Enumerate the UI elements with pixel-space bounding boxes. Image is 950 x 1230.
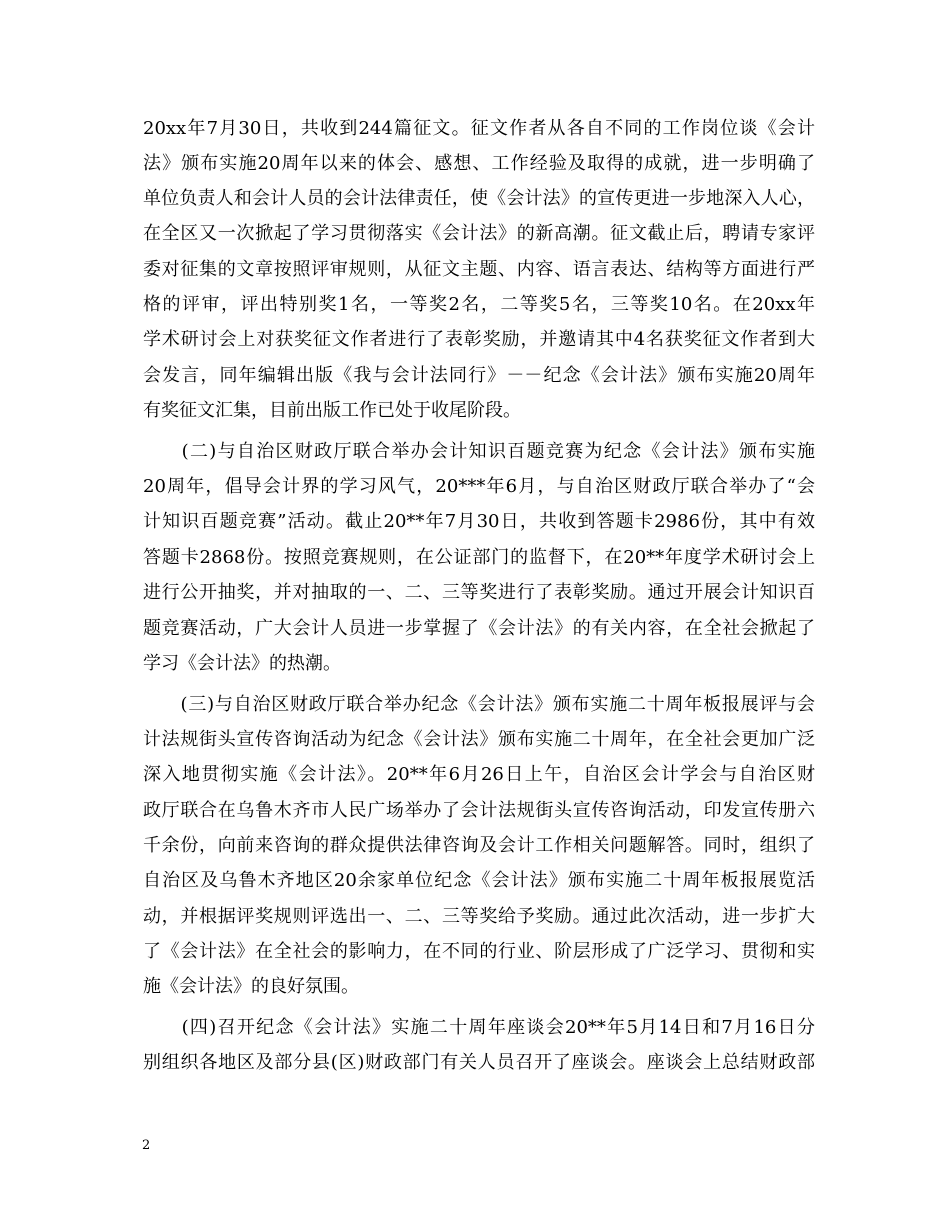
text-line: 法》颁布实施20周年以来的体会、感想、工作经验及取得的成就，进一步明确了 — [143, 153, 815, 174]
paragraph-last-line: 有奖征文汇集，目前出版工作已处于收尾阶段。 — [143, 400, 521, 421]
paragraph-heading-line: (二)与自治区财政厅联合举办会计知识百题竞赛为纪念《会计法》颁布实施 — [143, 441, 815, 462]
text-line: 了《会计法》在全社会的影响力，在不同的行业、阶层形成了广泛学习、贯彻和实 — [143, 941, 815, 962]
text-line: 计法规街头宣传咨询活动为纪念《会计法》颁布实施二十周年，在全社会更加广泛 — [143, 729, 815, 750]
text-line: 单位负责人和会计人员的会计法律责任，使《会计法》的宣传更进一步地深入人心， — [143, 188, 815, 209]
text-line: 深入地贯彻实施《会计法》。20**年6月26日上午，自治区会计学会与自治区财 — [143, 764, 815, 785]
text-line: 题竞赛活动，广大会计人员进一步掌握了《会计法》的有关内容，在全社会掀起了 — [143, 618, 815, 639]
text-line: 格的评审，评出特别奖1名，一等奖2名，二等奖5名，三等奖10名。在20xx年 — [143, 294, 815, 315]
text-line: 进行公开抽奖，并对抽取的一、二、三等奖进行了表彰奖励。通过开展会计知识百 — [143, 582, 815, 603]
text-line: 千余份，向前来咨询的群众提供法律咨询及会计工作相关问题解答。同时，组织了 — [143, 835, 815, 856]
text-line: 学术研讨会上对获奖征文作者进行了表彰奖励，并邀请其中4名获奖征文作者到大 — [143, 329, 815, 350]
paragraph-heading-line: (四)召开纪念《会计法》实施二十周年座谈会20**年5月14日和7月16日分 — [143, 1017, 815, 1038]
paragraph-last-line: 施《会计法》的良好氛围。 — [143, 976, 359, 997]
text-line: 20周年，倡导会计界的学习风气，20***年6月，与自治区财政厅联合举办了“会 — [143, 476, 815, 497]
paragraph-last-line: 学习《会计法》的热潮。 — [143, 653, 341, 674]
text-line: 别组织各地区及部分县(区)财政部门有关人员召开了座谈会。座谈会上总结财政部 — [143, 1052, 815, 1073]
text-line: 会发言，同年编辑出版《我与会计法同行》－－纪念《会计法》颁布实施20周年 — [143, 365, 815, 386]
text-line: 动，并根据评奖规则评选出一、二、三等奖给予奖励。通过此次活动，进一步扩大 — [143, 906, 815, 927]
text-line: 政厅联合在乌鲁木齐市人民广场举办了会计法规街头宣传咨询活动，印发宣传册六 — [143, 800, 815, 821]
text-line: 20xx年7月30日，共收到244篇征文。征文作者从各自不同的工作岗位谈《会计 — [143, 118, 815, 139]
text-line: 委对征集的文章按照评审规则，从征文主题、内容、语言表达、结构等方面进行严 — [143, 259, 815, 280]
text-line: 计知识百题竞赛”活动。截止20**年7月30日，共收到答题卡2986份，其中有效 — [143, 511, 815, 532]
page-number: 2 — [142, 1138, 151, 1153]
text-line: 自治区及乌鲁木齐地区20余家单位纪念《会计法》颁布实施二十周年板报展览活 — [143, 870, 815, 891]
text-line: 在全区又一次掀起了学习贯彻落实《会计法》的新高潮。征文截止后，聘请专家评 — [143, 223, 815, 244]
text-line: 答题卡2868份。按照竞赛规则，在公证部门的监督下，在20**年度学术研讨会上 — [143, 547, 815, 568]
paragraph-heading-line: (三)与自治区财政厅联合举办纪念《会计法》颁布实施二十周年板报展评与会 — [143, 694, 815, 715]
